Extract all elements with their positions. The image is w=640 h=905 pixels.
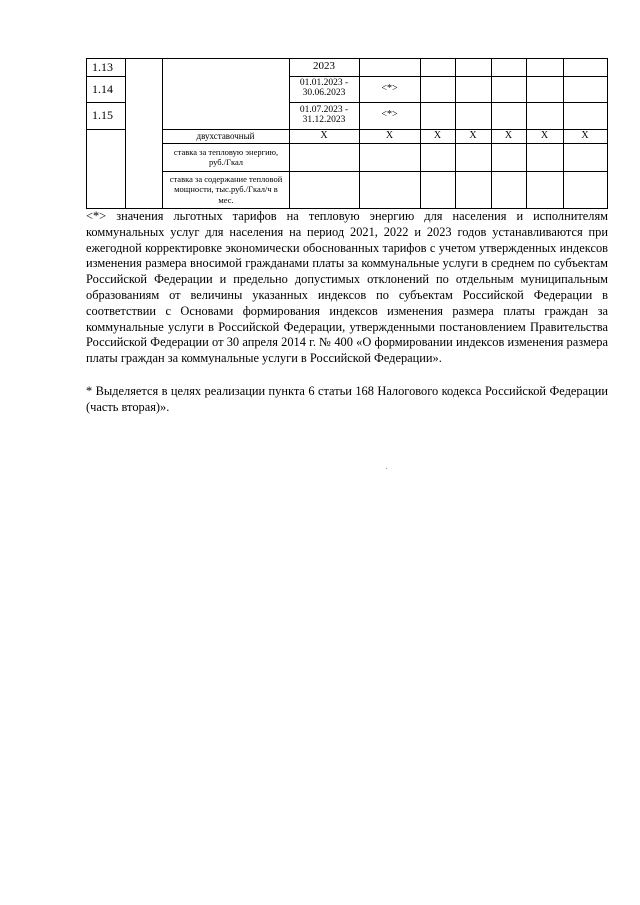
row-divider [86,129,125,130]
period-year: 2023 [313,60,335,73]
tariff-value: <*> [381,82,398,94]
tariff-footnote: <*> значения льготных тарифов на тепловую энергию для населения и исполнителям коммунальных услуг для населения на период 2021, 2022 и 2023 годов устанавливаются при ежегодной корректировке экономически обоснованных тарифов с учетом утвержденных индексов изменения размера вносимой гражданами платы за коммунальные услуги в среднем по субъектам Российской Федерации и предельно допустимых отклонений по отдельным муниципальным образованиям от величины указанных индексов по субъектам Российской Федерации в соответствии с Основами формирования индексов изменения размера платы граждан за коммунальные услуги в Российской Федерации, утвержденными постановлением Правительства Российской Федерации от 30 апреля 2014 г. № 400 «О формировании индексов изменения размера платы граждан за коммунальные услуги в Российской Федерации». [86,209,608,366]
capacity-rate-label: ставка за содержание тепловой мощности, тыс.руб./Гкал/ч в мес. [169,174,283,205]
tax-footnote: * Выделяется в целях реализации пункта 6 статьи 168 Налогового кодекса Российской Федерации (часть вторая)». [86,384,608,414]
period-range: 01.07.2023 - 31.12.2023 [299,104,349,125]
not-applicable-mark: X [469,129,477,141]
not-applicable-mark: X [540,129,549,141]
scan-speck [386,468,387,469]
row-number: 1.13 [92,59,113,74]
two-part-label: двухставочный [196,130,255,141]
energy-rate-label: ставка за тепловую энергию, руб./Гкал [173,146,279,167]
col-divider [125,58,126,209]
row-number: 1.14 [92,81,113,96]
not-applicable-mark: X [433,129,442,141]
not-applicable-mark: X [581,129,589,141]
period-range: 01.01.2023 - 30.06.2023 [299,78,349,98]
row-number: 1.15 [92,108,113,123]
not-applicable-mark: X [385,129,394,141]
not-applicable-mark: X [320,129,328,141]
tariff-table [86,58,608,209]
tariff-value: <*> [381,109,398,121]
not-applicable-mark: X [504,129,513,141]
table-border-right [607,58,608,209]
